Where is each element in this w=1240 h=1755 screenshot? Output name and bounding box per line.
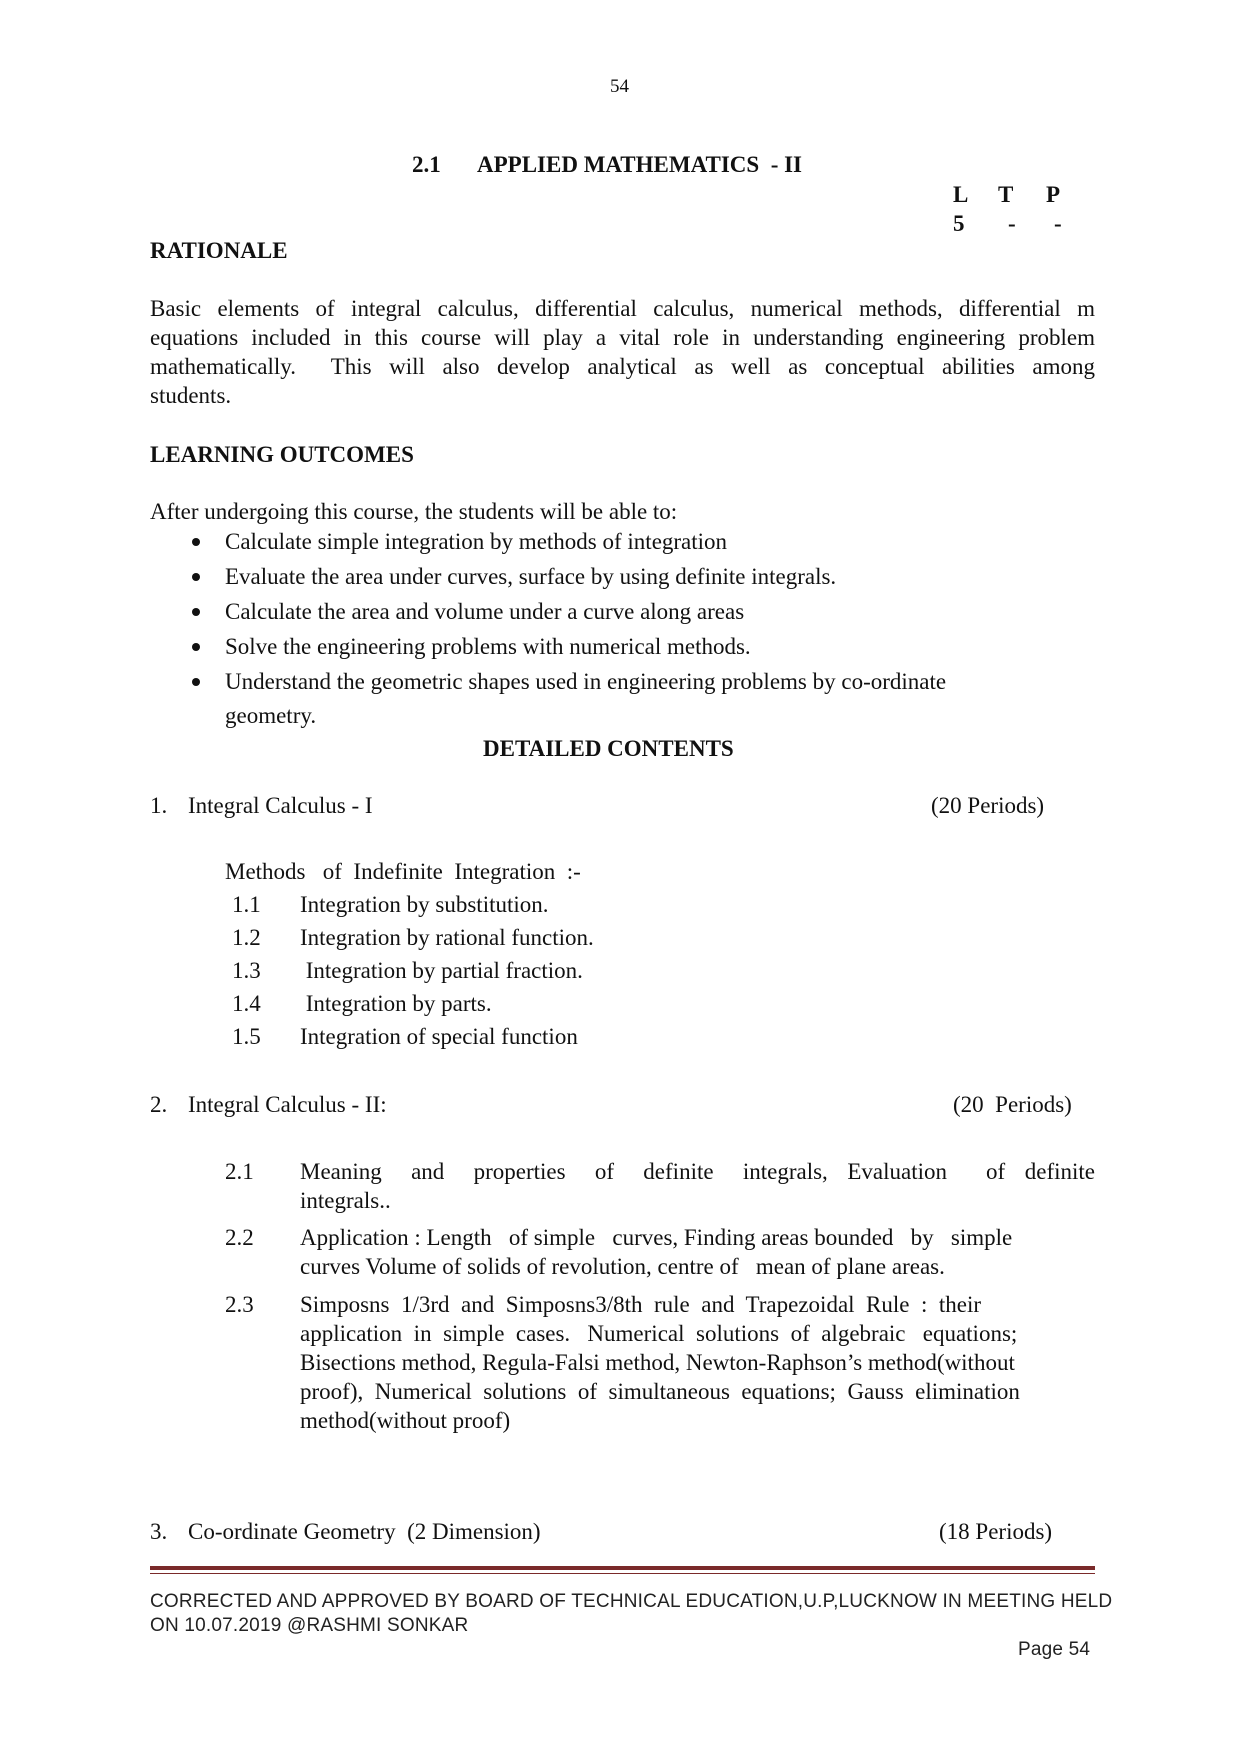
item-text-line: proof), Numerical solutions of simultaneous equations; Gauss elimination [300,1379,1020,1404]
rationale-heading: RATIONALE [150,238,288,263]
section-number: 2. [150,1092,168,1117]
item-text-line: Simposns 1/3rd and Simposns3/8th rule and Trapezoidal Rule : their [300,1292,982,1317]
rationale-line: mathematically. This will also develop analytical as well as conceptual abilities among [150,354,1095,379]
outcome-item-continuation: geometry. [225,703,317,728]
footer-rule-thin [150,1573,1095,1574]
rationale-line: Basic elements of integral calculus, differential calculus, numerical methods, differential m [150,296,1095,321]
bullet-icon [192,608,200,616]
item-number: 1.4 [232,991,261,1016]
ltp-l-value: 5 [953,211,965,236]
section-periods: (20 Periods) [953,1092,1072,1117]
footer-rule [150,1566,1095,1570]
rationale-line: students. [150,383,232,408]
item-number: 2.2 [225,1225,254,1250]
outcome-item: Understand the geometric shapes used in engineering problems by co-ordinate [225,669,947,694]
rationale-line: equations included in this course will play a vital role in understanding engineering problem [150,325,1095,350]
section-title: Integral Calculus - II: [188,1092,387,1117]
item-text-line: curves Volume of solids of revolution, centre of mean of plane areas. [300,1254,945,1279]
item-text-line: integrals.. [300,1188,391,1213]
bullet-icon [192,538,200,546]
section-periods: (20 Periods) [931,793,1045,818]
section-sub-intro: Methods of Indefinite Integration :- [225,859,581,884]
bullet-icon [192,573,200,581]
item-text-line: Bisections method, Regula-Falsi method, Newton-Raphson’s method(without [300,1350,1015,1375]
ltp-p-header: P [1046,182,1061,207]
ltp-t-header: T [998,182,1014,207]
item-number: 2.3 [225,1292,254,1317]
section-periods: (18 Periods) [939,1519,1053,1544]
footer-approval-line-1: CORRECTED AND APPROVED BY BOARD OF TECHNICAL EDUCATION,U.P,LUCKNOW IN MEETING HELD [150,1591,1113,1612]
item-text: Integration by substitution. [300,892,549,917]
outcomes-heading: LEARNING OUTCOMES [150,442,414,467]
bullet-icon [192,643,200,651]
rationale-paragraph [150,294,1095,410]
item-text-line: application in simple cases. Numerical solutions of algebraic equations; [300,1321,1018,1346]
item-number: 1.1 [232,892,261,917]
outcome-item: Evaluate the area under curves, surface by using definite integrals. [225,564,837,589]
outcome-item: Calculate the area and volume under a curve along areas [225,599,745,624]
footer-page-label: Page 54 [1018,1639,1091,1660]
ltp-t-value: - [1008,211,1016,236]
outcome-item: Calculate simple integration by methods of integration [225,529,728,554]
footer-approval-line-2: ON 10.07.2019 @RASHMI SONKAR [150,1615,469,1636]
header-page-number: 54 [610,76,629,97]
ltp-p-value: - [1054,211,1062,236]
item-text: Integration of special function [300,1024,578,1049]
item-text-line: Meaning and properties of definite integrals, Evaluation of definite [300,1159,1095,1184]
item-number: 1.2 [232,925,261,950]
section-number: 3. [150,1519,168,1544]
ltp-l-header: L [953,182,969,207]
item-text-block [300,1223,1095,1281]
course-number: 2.1 [412,152,441,177]
item-text: Integration by parts. [300,991,492,1016]
item-text: Integration by rational function. [300,925,594,950]
section-title: Integral Calculus - I [188,793,373,818]
item-text-block [300,1157,1095,1215]
outcome-item: Solve the engineering problems with numerical methods. [225,634,751,659]
course-title: APPLIED MATHEMATICS - II [477,152,802,177]
item-text-line: Application : Length of simple curves, Finding areas bounded by simple [300,1225,1013,1250]
section-title: Co-ordinate Geometry (2 Dimension) [188,1519,541,1544]
bullet-icon [192,678,200,686]
outcomes-intro: After undergoing this course, the students will be able to: [150,499,678,524]
item-text: Integration by partial fraction. [300,958,583,983]
item-number: 2.1 [225,1159,254,1184]
item-text-block [300,1290,1095,1435]
contents-heading: DETAILED CONTENTS [483,736,734,761]
item-number: 1.3 [232,958,261,983]
section-number: 1. [150,793,168,818]
item-text-line: method(without proof) [300,1408,511,1433]
item-number: 1.5 [232,1024,261,1049]
